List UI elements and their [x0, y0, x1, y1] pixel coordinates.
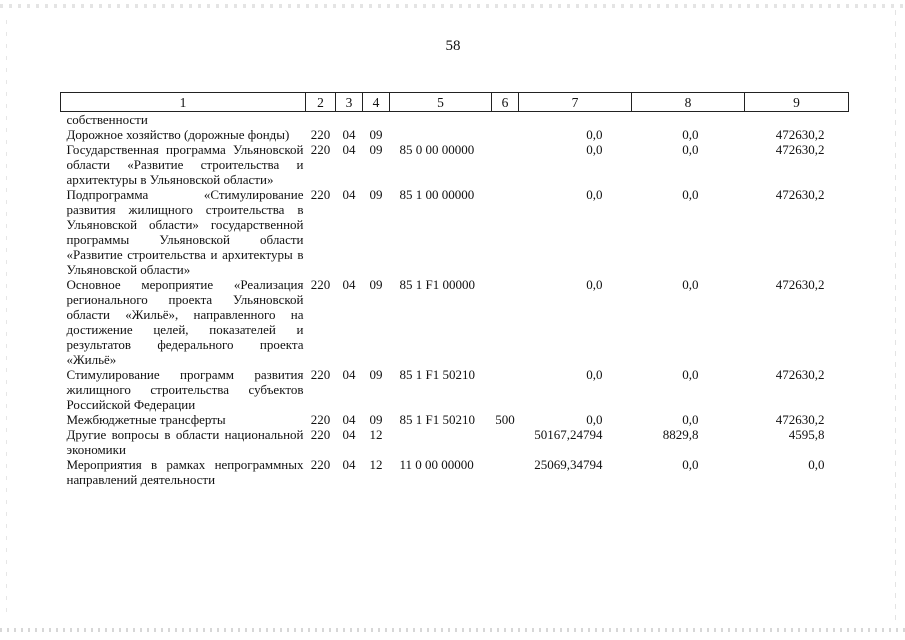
header-col-2: 2 [306, 93, 336, 112]
cell-section: 04 [342, 142, 356, 157]
cell-amount-col8: 0,0 [682, 277, 699, 292]
cell-admin-code: 220 [310, 427, 331, 442]
cell-section: 04 [342, 457, 356, 472]
cell-section: 04 [342, 427, 356, 442]
cell-expense-type [492, 367, 519, 412]
cell-expense-type [492, 427, 519, 457]
cell-amount-col9: 472630,2 [775, 142, 825, 157]
cell-section: 04 [342, 127, 356, 142]
row-name: Другие вопросы в области национальной экономики [66, 427, 304, 457]
cell-amount-col8: 0,0 [682, 142, 699, 157]
cell-amount-col8 [632, 112, 745, 128]
cell-subsection: 09 [369, 142, 383, 157]
row-name: Стимулирование программ развития жилищного строительства субъектов Российской Федерации [66, 367, 304, 412]
cell-amount-col7: 0,0 [586, 142, 603, 157]
scan-artifact-bottom [0, 628, 905, 632]
header-col-8: 8 [632, 93, 745, 112]
cell-admin-code [306, 112, 336, 128]
cell-amount-col9: 472630,2 [775, 367, 825, 382]
cell-amount-col8: 0,0 [682, 127, 699, 142]
table-row [61, 142, 849, 187]
cell-target-article: 85 1 00 00000 [399, 187, 475, 202]
cell-amount-col7: 0,0 [586, 367, 603, 382]
cell-expense-type [492, 187, 519, 277]
row-name: Основное мероприятие «Реализация регионального проекта Ульяновской области «Жильё», направленного на достижение целей, показателей и результатов федерального проекта «Жильё» [66, 277, 304, 367]
header-col-9: 9 [745, 93, 849, 112]
table-row [61, 127, 849, 142]
header-col-6: 6 [492, 93, 519, 112]
scan-artifact-top [0, 4, 905, 8]
cell-target-article: 85 1 F1 50210 [399, 367, 475, 382]
table-row [61, 187, 849, 277]
cell-amount-col7 [519, 112, 632, 128]
row-name: Подпрограмма «Стимулирование развития жилищного строительства в Ульяновской области» государственной программы Ульяновской области «Развитие строительства и архитектуры в Ульяновской области» [66, 187, 304, 277]
cell-admin-code: 220 [310, 412, 331, 427]
cell-subsection: 09 [369, 367, 383, 382]
cell-amount-col9: 472630,2 [775, 187, 825, 202]
header-col-5: 5 [390, 93, 492, 112]
cell-section: 04 [342, 277, 356, 292]
cell-target-article: 85 1 F1 00000 [399, 277, 475, 292]
cell-admin-code: 220 [310, 367, 331, 382]
cell-subsection: 12 [369, 457, 383, 472]
cell-subsection: 12 [369, 427, 383, 442]
cell-amount-col7: 0,0 [586, 277, 603, 292]
cell-target-article [390, 112, 492, 128]
cell-subsection [363, 112, 390, 128]
cell-target-article: 11 0 00 00000 [399, 457, 474, 472]
header-col-1: 1 [61, 93, 306, 112]
cell-admin-code: 220 [310, 187, 331, 202]
cell-amount-col7: 0,0 [586, 127, 603, 142]
cell-amount-col8: 8829,8 [662, 427, 699, 442]
cell-amount-col9: 472630,2 [775, 412, 825, 427]
cell-amount-col7: 25069,34794 [534, 457, 603, 472]
header-col-7: 7 [519, 93, 632, 112]
table-row [61, 457, 849, 487]
cell-amount-col9: 0,0 [808, 457, 825, 472]
header-col-4: 4 [363, 93, 390, 112]
cell-target-article: 85 1 F1 50210 [399, 412, 475, 427]
table-header-row [61, 93, 849, 112]
cell-amount-col9: 472630,2 [775, 127, 825, 142]
header-col-3: 3 [336, 93, 363, 112]
cell-subsection: 09 [369, 412, 383, 427]
row-name: Межбюджетные трансферты [66, 412, 226, 427]
row-name: Дорожное хозяйство (дорожные фонды) [66, 127, 290, 142]
cell-admin-code: 220 [310, 127, 331, 142]
cell-amount-col8: 0,0 [682, 412, 699, 427]
page-number: 58 [445, 38, 461, 54]
cell-expense-type [492, 142, 519, 187]
table-row [61, 367, 849, 412]
cell-amount-col7: 50167,24794 [534, 427, 603, 442]
row-name: Мероприятия в рамках непрограммных направлений деятельности [66, 457, 304, 487]
row-name: собственности [66, 112, 148, 127]
cell-section: 04 [342, 367, 356, 382]
row-name: Государственная программа Ульяновской области «Развитие строительства и архитектуры в Ульяновской области» [66, 142, 304, 187]
cell-amount-col8: 0,0 [682, 457, 699, 472]
cell-expense-type [492, 277, 519, 367]
table-row [61, 112, 849, 128]
cell-amount-col7: 0,0 [586, 412, 603, 427]
cell-subsection: 09 [369, 277, 383, 292]
cell-admin-code: 220 [310, 142, 331, 157]
cell-amount-col9: 4595,8 [788, 427, 825, 442]
cell-target-article [390, 127, 492, 142]
cell-section: 04 [342, 412, 356, 427]
scan-artifact-left [6, 20, 7, 620]
cell-expense-type [492, 112, 519, 128]
cell-amount-col7: 0,0 [586, 187, 603, 202]
table-row [61, 277, 849, 367]
scan-artifact-right [895, 10, 896, 620]
cell-target-article [390, 427, 492, 457]
cell-amount-col8: 0,0 [682, 187, 699, 202]
cell-subsection: 09 [369, 127, 383, 142]
cell-expense-type [492, 457, 519, 487]
cell-admin-code: 220 [310, 457, 331, 472]
cell-target-article: 85 0 00 00000 [399, 142, 475, 157]
table-row [61, 412, 849, 427]
cell-amount-col9: 472630,2 [775, 277, 825, 292]
cell-section: 04 [342, 187, 356, 202]
cell-expense-type: 500 [495, 412, 515, 427]
cell-section [336, 112, 363, 128]
cell-amount-col9 [745, 112, 849, 128]
table-row [61, 427, 849, 457]
cell-amount-col8: 0,0 [682, 367, 699, 382]
cell-expense-type [492, 127, 519, 142]
cell-subsection: 09 [369, 187, 383, 202]
cell-admin-code: 220 [310, 277, 331, 292]
budget-table [60, 92, 849, 487]
